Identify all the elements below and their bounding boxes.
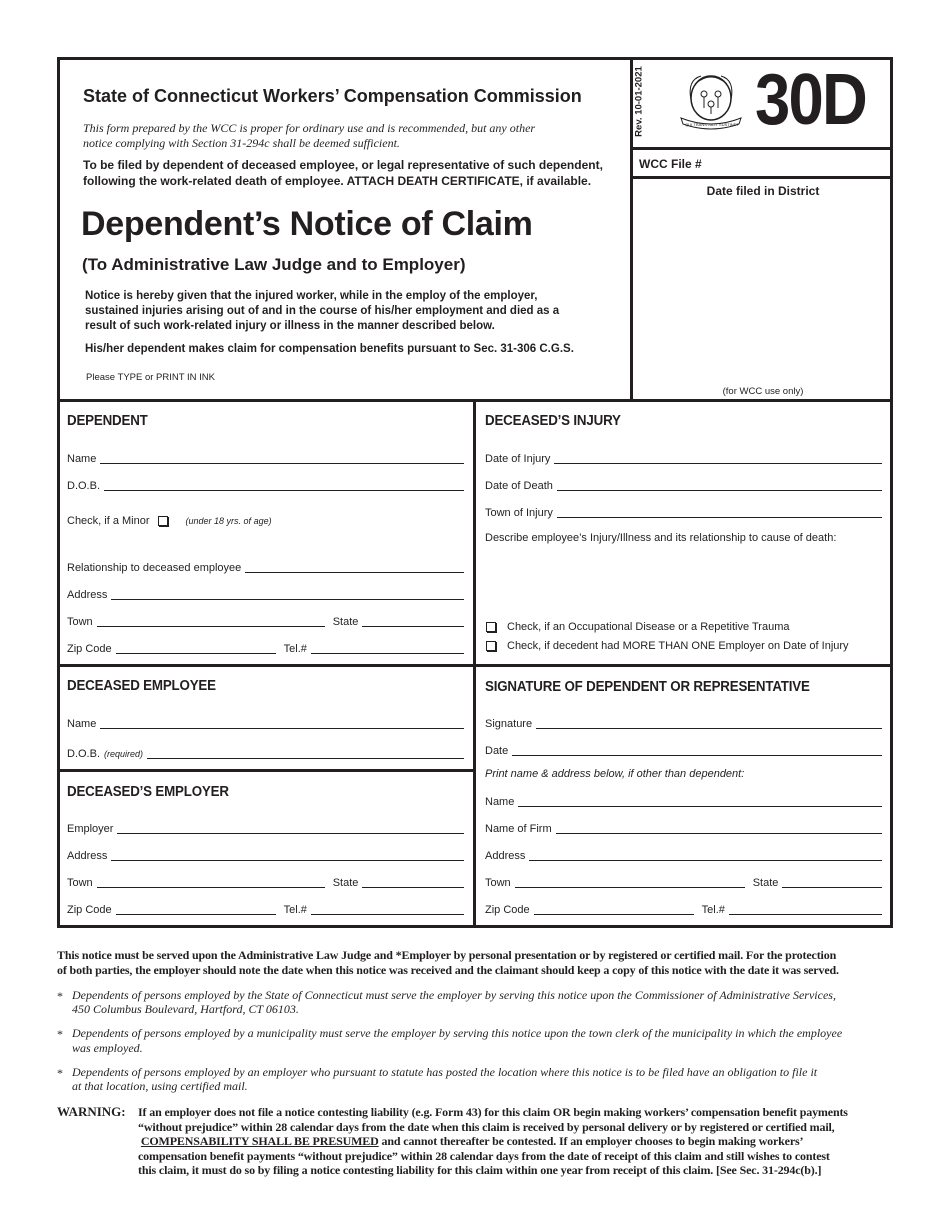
- multiple-employer-checkbox[interactable]: [486, 641, 496, 651]
- injury-section-title: DECEASED’S INJURY: [485, 413, 621, 429]
- claim-statement: His/her dependent makes claim for compensation benefits pursuant to Sec. 31-306 C.G.S.: [85, 343, 574, 355]
- seal-motto: QUI TRANSTULIT SUSTINET: [685, 122, 739, 127]
- warning-line-3-rest: and cannot thereafter be contested. If an employer chooses to begin making workers’: [378, 1134, 804, 1148]
- print-instruction: Please TYPE or PRINT IN INK: [86, 372, 215, 383]
- warning-line-4: compensation benefit payments “without prejudice” within 28 calendar days from the date of receipt of this claim and still wishes to contest: [138, 1149, 830, 1163]
- notice-line-3: result of such work-related injury or illness in the manner described below.: [85, 320, 495, 332]
- minor-row: [67, 515, 272, 527]
- service-line-1: This notice must be served upon the Administrative Law Judge and *Employer by personal presentation or by registered or certified mail. For the protection: [57, 948, 837, 962]
- form-title: Dependent’s Notice of Claim: [81, 205, 533, 243]
- dependent-name-field[interactable]: Name: [67, 450, 464, 466]
- print-name-note: Print name & address below, if other than dependent:: [485, 768, 745, 780]
- footnote-1-star: *: [57, 989, 63, 1003]
- row-divider-1: [57, 664, 893, 667]
- rep-firm-field[interactable]: Name of Firm: [485, 820, 882, 836]
- warning-line-5: this claim, it must do so by filing a notice contesting liability for this claim within one year from receipt of this claim. [See Sec. 31-294c(b).]: [138, 1163, 822, 1177]
- footnote-1-line-1: Dependents of persons employed by the State of Connecticut must serve the employer by serving this notice upon the Commissioner of Administrative Services,: [72, 988, 836, 1002]
- employer-address-field[interactable]: Address: [67, 847, 464, 863]
- right-box-divider-1: [630, 147, 893, 150]
- dependent-zip-tel-field[interactable]: Zip Code Tel.#: [67, 640, 464, 656]
- dependent-section-title: DEPENDENT: [67, 413, 148, 429]
- signature-date-field[interactable]: Date: [485, 742, 882, 758]
- prepared-note-line-1: This form prepared by the WCC is proper for ordinary use and is recommended, but any other: [83, 121, 536, 135]
- compensability-presumed: COMPENSABILITY SHALL BE PRESUMED: [140, 1134, 379, 1148]
- agency-name: State of Connecticut Workers’ Compensation Commission: [83, 86, 582, 106]
- minor-note: (under 18 yrs. of age): [185, 516, 272, 526]
- service-line-2: of both parties, the employer should note the date when this notice was received and the claimant should keep a copy of this notice with the date it was served.: [57, 963, 839, 977]
- footnote-3-line-1: Dependents of persons employed by an employer who pursuant to statute has posted the location where this notice is to be filed have an obligation to file it: [72, 1065, 818, 1079]
- dependent-dob-field[interactable]: D.O.B.: [67, 477, 464, 493]
- deceased-name-field[interactable]: Name: [67, 715, 464, 731]
- warning-line-1: If an employer does not file a notice contesting liability (e.g. Form 43) for this claim OR begin making workers’ compensation benefit payments: [138, 1105, 848, 1119]
- filed-by-line-2: following the work-related death of employee. ATTACH DEATH CERTIFICATE, if available.: [83, 174, 592, 188]
- row-divider-left: [57, 769, 475, 772]
- notice-line-1: Notice is hereby given that the injured worker, while in the employ of the employer,: [85, 290, 538, 302]
- relationship-field[interactable]: Relationship to deceased employee: [67, 559, 464, 575]
- revision-date: Rev. 10-01-2021: [633, 66, 645, 137]
- form-subtitle: (To Administrative Law Judge and to Employer): [82, 255, 466, 274]
- signature-field[interactable]: Signature: [485, 715, 882, 731]
- employer-section-title: DECEASED’S EMPLOYER: [67, 784, 229, 800]
- date-of-injury-field[interactable]: Date of Injury: [485, 450, 882, 466]
- describe-injury-label: Describe employee’s Injury/Illness and its relationship to cause of death:: [485, 532, 837, 544]
- date-of-death-field[interactable]: Date of Death: [485, 477, 882, 493]
- signature-section-title: SIGNATURE OF DEPENDENT OR REPRESENTATIVE: [485, 679, 810, 695]
- minor-checkbox[interactable]: [158, 516, 168, 526]
- warning-label: WARNING:: [57, 1104, 126, 1119]
- employer-town-state-field[interactable]: Town State: [67, 874, 464, 890]
- rep-zip-tel-field[interactable]: Zip Code Tel.#: [485, 901, 882, 917]
- form-number: 30D: [755, 60, 866, 140]
- wcc-use-only-note: (for WCC use only): [722, 386, 804, 397]
- warning-line-2: “without prejudice” within 28 calendar days from the date when this claim is received by personal delivery or by registered or certified mail,: [138, 1120, 835, 1134]
- describe-injury-area[interactable]: [485, 548, 882, 616]
- footnote-1-line-2: 450 Columbus Boulevard, Hartford, CT 06103.: [72, 1002, 299, 1016]
- date-filed-label: Date filed in District: [706, 184, 820, 198]
- right-box-divider-2: [630, 176, 893, 179]
- footnote-2-line-2: was employed.: [72, 1041, 143, 1055]
- rep-address-field[interactable]: Address: [485, 847, 882, 863]
- occupational-row: [486, 621, 789, 633]
- multiple-employer-row: [486, 640, 849, 652]
- footnote-3-star: *: [57, 1066, 63, 1080]
- deceased-dob-field[interactable]: D.O.B. (required): [67, 745, 464, 761]
- rep-town-state-field[interactable]: Town State: [485, 874, 882, 890]
- filed-by-line-1: To be filed by dependent of deceased employee, or legal representative of such dependent,: [83, 158, 603, 172]
- footnote-2-star: *: [57, 1027, 63, 1041]
- minor-label: Check, if a Minor: [67, 515, 150, 527]
- warning-line-3: [138, 1134, 803, 1149]
- wcc-file-label: WCC File #: [639, 157, 702, 171]
- multiple-employer-label: Check, if decedent had MORE THAN ONE Employer on Date of Injury: [507, 640, 849, 652]
- prepared-note-line-2: notice complying with Section 31-294c shall be deemed sufficient.: [83, 136, 400, 150]
- notice-line-2: sustained injuries arising out of and in the course of his/her employment and died as a: [85, 305, 560, 317]
- rep-name-field[interactable]: Name: [485, 793, 882, 809]
- dependent-town-state-field[interactable]: Town State: [67, 613, 464, 629]
- dependent-address-field[interactable]: Address: [67, 586, 464, 602]
- employer-zip-tel-field[interactable]: Zip Code Tel.#: [67, 901, 464, 917]
- employer-name-field[interactable]: Employer: [67, 820, 464, 836]
- occupational-label: Check, if an Occupational Disease or a Repetitive Trauma: [507, 621, 790, 633]
- footnote-3-line-2: at that location, using certified mail.: [72, 1079, 248, 1093]
- occupational-checkbox[interactable]: [486, 622, 496, 632]
- deceased-employee-section-title: DECEASED EMPLOYEE: [67, 678, 216, 694]
- town-of-injury-field[interactable]: Town of Injury: [485, 504, 882, 520]
- footnote-2-line-1: Dependents of persons employed by a municipality must serve the employer by serving this notice upon the town clerk of the municipality in which the employee: [72, 1026, 843, 1040]
